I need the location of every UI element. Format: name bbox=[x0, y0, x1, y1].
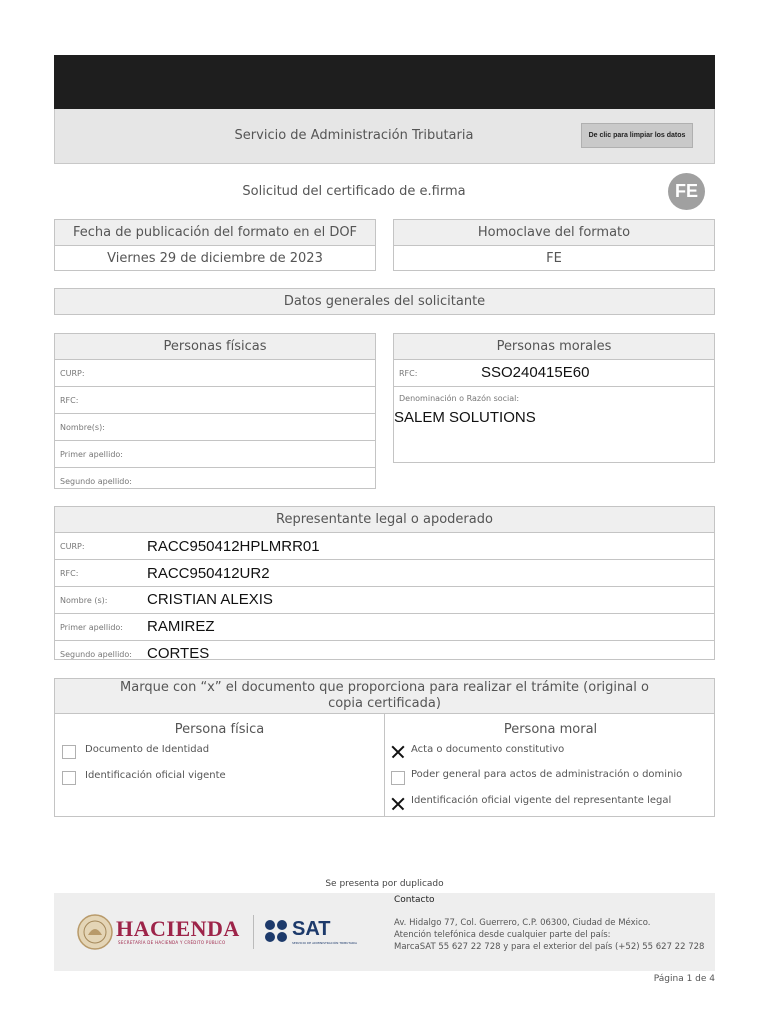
rep-curp-value: RACC950412HPLMRR01 bbox=[147, 538, 320, 555]
fe-badge: FE bbox=[668, 173, 705, 210]
checkbox-identificacion-representante[interactable] bbox=[391, 797, 405, 811]
logo-divider bbox=[253, 915, 254, 949]
rep-rfc-value: RACC950412UR2 bbox=[147, 565, 270, 582]
checkbox-documento-identidad[interactable] bbox=[62, 745, 76, 759]
option-identificacion-representante: Identificación oficial vigente del representante legal bbox=[411, 795, 672, 806]
field-label: Primer apellido: bbox=[60, 623, 123, 632]
page-number: Página 1 de 4 bbox=[653, 974, 715, 984]
field-label: Segundo apellido: bbox=[60, 477, 132, 486]
hacienda-logo-subtitle: SECRETARÍA DE HACIENDA Y CRÉDITO PÚBLICO bbox=[118, 940, 226, 945]
dof-box bbox=[54, 219, 376, 271]
form-title: Solicitud del certificado de e.firma bbox=[242, 184, 466, 199]
rep-nombre-value: CRISTIAN ALEXIS bbox=[147, 591, 273, 608]
documentos-box bbox=[54, 678, 715, 817]
field-label: Primer apellido: bbox=[60, 450, 123, 459]
checkbox-poder-general[interactable] bbox=[391, 771, 405, 785]
homoclave-label: Homoclave del formato bbox=[394, 220, 714, 246]
rep-primer-apellido-value: RAMIREZ bbox=[147, 618, 215, 635]
field-label: Nombre (s): bbox=[60, 596, 108, 605]
rep-segundo-apellido-value: CORTES bbox=[147, 645, 210, 662]
sat-logo-icon bbox=[264, 919, 288, 943]
option-identificacion-oficial: Identificación oficial vigente bbox=[85, 770, 226, 781]
rep-row-nombre[interactable] bbox=[55, 587, 714, 614]
hacienda-logo-text: HACIENDA bbox=[116, 916, 240, 941]
option-documento-identidad: Documento de Identidad bbox=[85, 744, 210, 755]
field-label: Segundo apellido: bbox=[60, 650, 132, 659]
fisicas-title: Personas físicas bbox=[55, 334, 375, 360]
header-title: Servicio de Administración Tributaria bbox=[234, 128, 474, 143]
header-bar bbox=[54, 55, 715, 109]
rep-row-curp[interactable] bbox=[55, 533, 714, 560]
homoclave-value: FE bbox=[546, 251, 562, 266]
fisicas-row-segundo-apellido[interactable] bbox=[55, 468, 375, 494]
contact-phone-numbers: MarcaSAT 55 627 22 728 y para el exterior del país (+52) 55 627 22 728 bbox=[394, 942, 705, 952]
instruction-line-1: Marque con “x” el documento que proporciona para realizar el trámite (original o bbox=[120, 680, 649, 695]
instruction-line-2: copia certificada) bbox=[328, 696, 441, 711]
sat-logo-text: SAT bbox=[292, 918, 331, 940]
rep-row-primer-apellido[interactable] bbox=[55, 614, 714, 641]
option-acta-constitutiva: Acta o documento constitutivo bbox=[411, 744, 565, 755]
field-label: Nombre(s): bbox=[60, 423, 105, 432]
contact-phone-label: Atención telefónica desde cualquier parte del país: bbox=[394, 930, 611, 940]
option-poder-general: Poder general para actos de administración o dominio bbox=[411, 769, 683, 780]
morales-box bbox=[393, 333, 715, 463]
footer-band bbox=[54, 893, 715, 971]
documentos-instruction bbox=[55, 679, 714, 714]
fisicas-row-primer-apellido[interactable] bbox=[55, 441, 375, 468]
field-label: CURP: bbox=[60, 542, 85, 551]
representante-title: Representante legal o apoderado bbox=[55, 507, 714, 533]
morales-title: Personas morales bbox=[394, 334, 714, 360]
fisica-column-title: Persona física bbox=[174, 722, 265, 737]
duplicate-note: Se presenta por duplicado bbox=[325, 879, 444, 889]
fisicas-row-rfc[interactable] bbox=[55, 387, 375, 414]
field-label: RFC: bbox=[60, 396, 79, 405]
fisicas-row-curp[interactable] bbox=[55, 360, 375, 387]
dof-label: Fecha de publicación del formato en el DOF bbox=[55, 220, 375, 246]
hacienda-seal-icon bbox=[76, 913, 114, 951]
morales-row-razon[interactable] bbox=[394, 387, 714, 463]
checkbox-identificacion-oficial[interactable] bbox=[62, 771, 76, 785]
contact-address: Av. Hidalgo 77, Col. Guerrero, C.P. 06300, Ciudad de México. bbox=[394, 918, 651, 928]
fisicas-box bbox=[54, 333, 376, 489]
checkbox-acta-constitutiva[interactable] bbox=[391, 745, 405, 759]
morales-razon-value: SALEM SOLUTIONS bbox=[394, 409, 536, 426]
field-label: Denominación o Razón social: bbox=[399, 394, 520, 403]
general-section-title: Datos generales del solicitante bbox=[54, 288, 715, 315]
morales-row-rfc[interactable] bbox=[394, 360, 714, 387]
dof-value: Viernes 29 de diciembre de 2023 bbox=[107, 251, 323, 266]
representante-box bbox=[54, 506, 715, 660]
contact-title: Contacto bbox=[394, 895, 435, 905]
field-label: RFC: bbox=[60, 569, 79, 578]
field-label: RFC: bbox=[399, 369, 418, 378]
fisicas-row-nombre[interactable] bbox=[55, 414, 375, 441]
sat-logo-subtitle: SERVICIO DE ADMINISTRACIÓN TRIBUTARIA bbox=[292, 941, 358, 945]
field-label: CURP: bbox=[60, 369, 85, 378]
rep-row-rfc[interactable] bbox=[55, 560, 714, 587]
morales-rfc-value: SSO240415E60 bbox=[481, 364, 590, 381]
rep-row-segundo-apellido[interactable] bbox=[55, 641, 714, 667]
homoclave-box bbox=[393, 219, 715, 271]
clear-data-button[interactable]: De clic para limpiar los datos bbox=[581, 123, 693, 148]
moral-column-title: Persona moral bbox=[503, 722, 598, 737]
